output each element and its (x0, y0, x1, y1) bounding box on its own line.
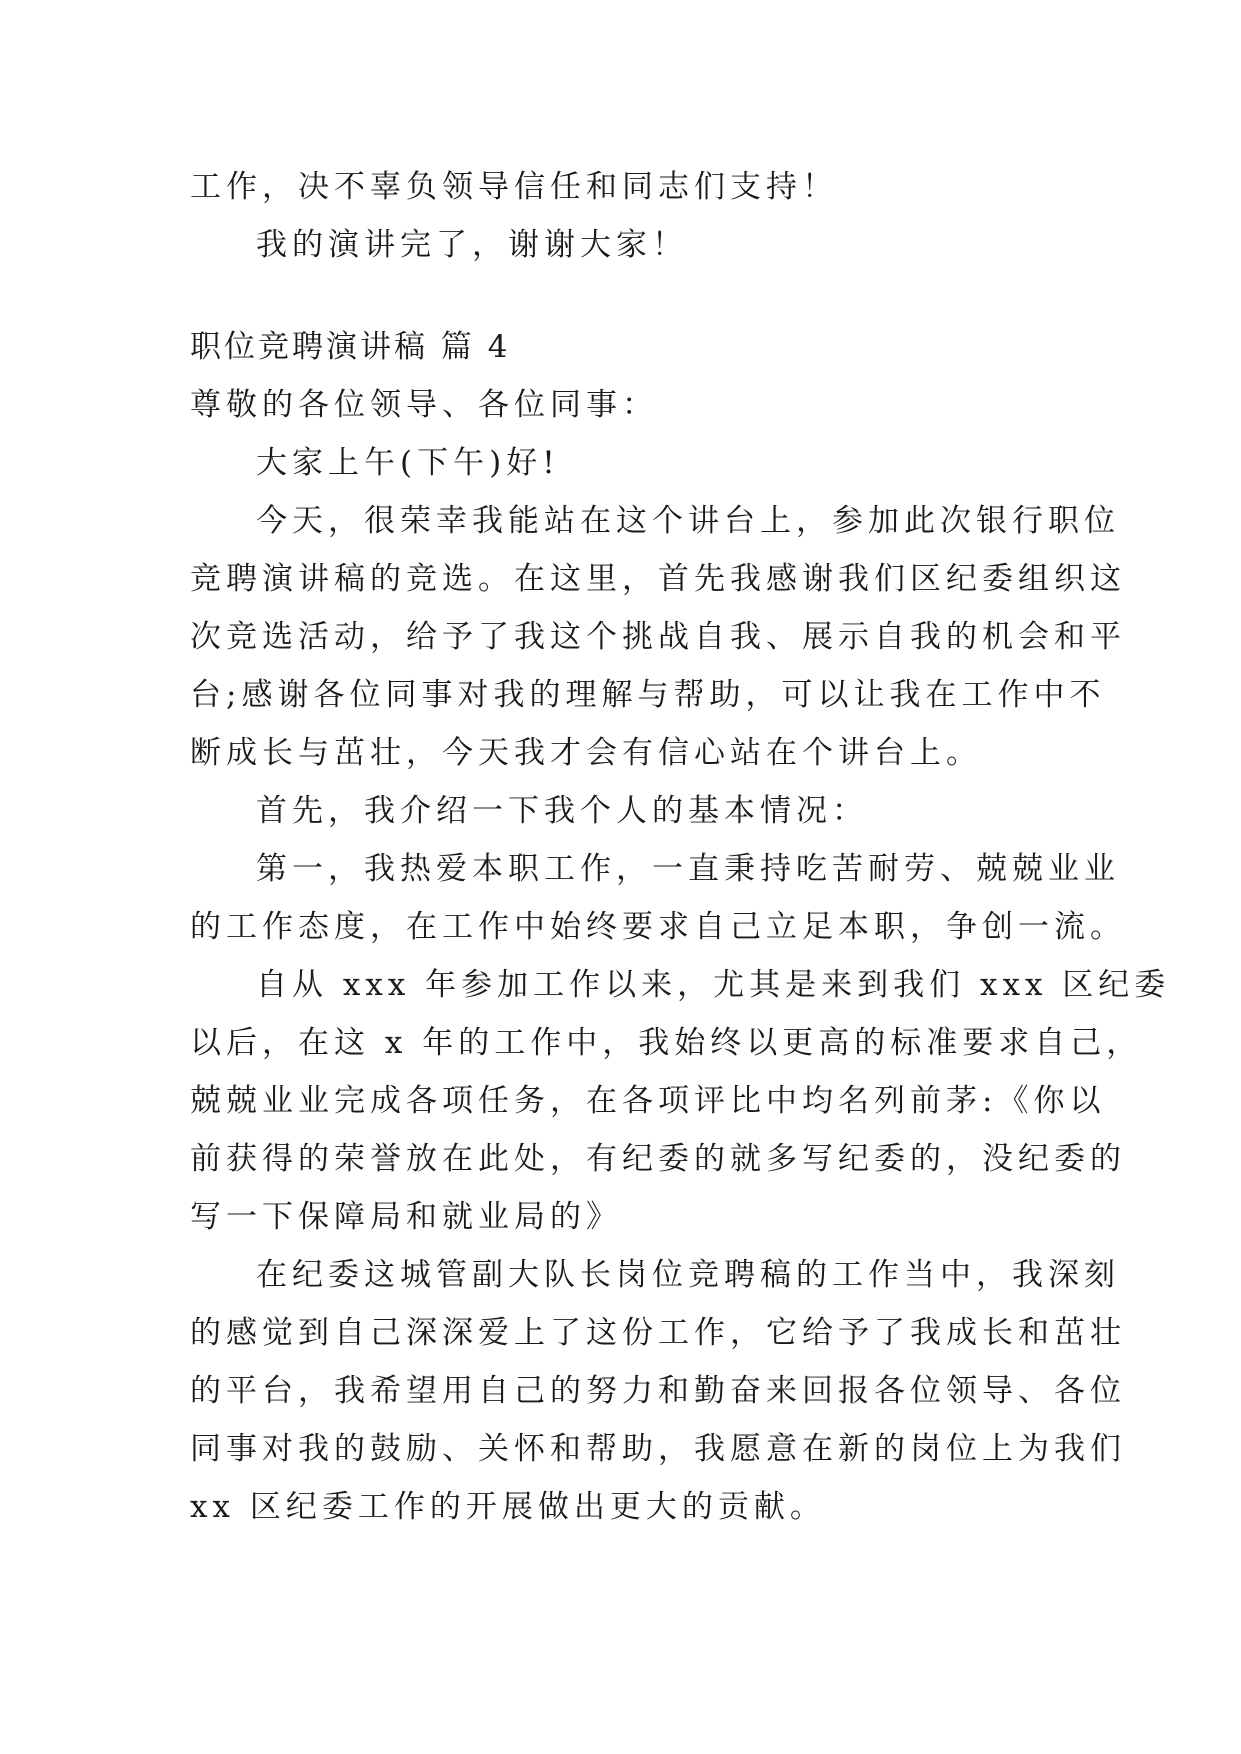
paragraph-line: 我的演讲完了，谢谢大家！ (256, 227, 688, 263)
paragraph-line: 的平台，我希望用自己的努力和勤奋来回报各位领导、各位 (190, 1373, 1126, 1409)
paragraph-line: 工作，决不辜负领导信任和同志们支持！ (190, 169, 838, 205)
paragraph-line: 断成长与茁壮，今天我才会有信心站在个讲台上。 (190, 735, 982, 771)
document-body (190, 158, 1171, 1536)
paragraph-line: 自从 xxx 年参加工作以来，尤其是来到我们 xxx 区纪委 (256, 967, 1171, 1003)
paragraph-line: xx 区纪委工作的开展做出更大的贡献。 (190, 1489, 826, 1525)
paragraph-line: 以后，在这 x 年的工作中，我始终以更高的标准要求自己， (190, 1025, 1143, 1061)
paragraph-line: 前获得的荣誉放在此处，有纪委的就多写纪委的，没纪委的 (190, 1141, 1126, 1177)
paragraph-line: 兢兢业业完成各项任务，在各项评比中均名列前茅:《你以 (190, 1083, 1106, 1119)
paragraph-line: 台;感谢各位同事对我的理解与帮助，可以让我在工作中不 (190, 677, 1106, 713)
paragraph-line: 第一，我热爱本职工作，一直秉持吃苦耐劳、兢兢业业 (256, 851, 1120, 887)
paragraph-line: 在纪委这城管副大队长岗位竞聘稿的工作当中，我深刻 (256, 1257, 1120, 1293)
section-heading: 职位竞聘演讲稿 篇 4 (190, 329, 511, 365)
paragraph-line: 竞聘演讲稿的竞选。在这里，首先我感谢我们区纪委组织这 (190, 561, 1126, 597)
paragraph-line: 写一下保障局和就业局的》 (190, 1199, 622, 1235)
paragraph-line: 次竞选活动，给予了我这个挑战自我、展示自我的机会和平 (190, 619, 1126, 655)
paragraph-line: 的感觉到自己深深爱上了这份工作，它给予了我成长和茁壮 (190, 1315, 1126, 1351)
paragraph-line: 同事对我的鼓励、关怀和帮助，我愿意在新的岗位上为我们 (190, 1431, 1126, 1467)
salutation: 尊敬的各位领导、各位同事： (190, 387, 658, 423)
paragraph-line: 的工作态度，在工作中始终要求自己立足本职，争创一流。 (190, 909, 1126, 945)
paragraph-line: 今天，很荣幸我能站在这个讲台上，参加此次银行职位 (256, 503, 1120, 539)
paragraph-line: 首先，我介绍一下我个人的基本情况： (256, 793, 868, 829)
greeting: 大家上午(下午)好! (256, 445, 560, 481)
